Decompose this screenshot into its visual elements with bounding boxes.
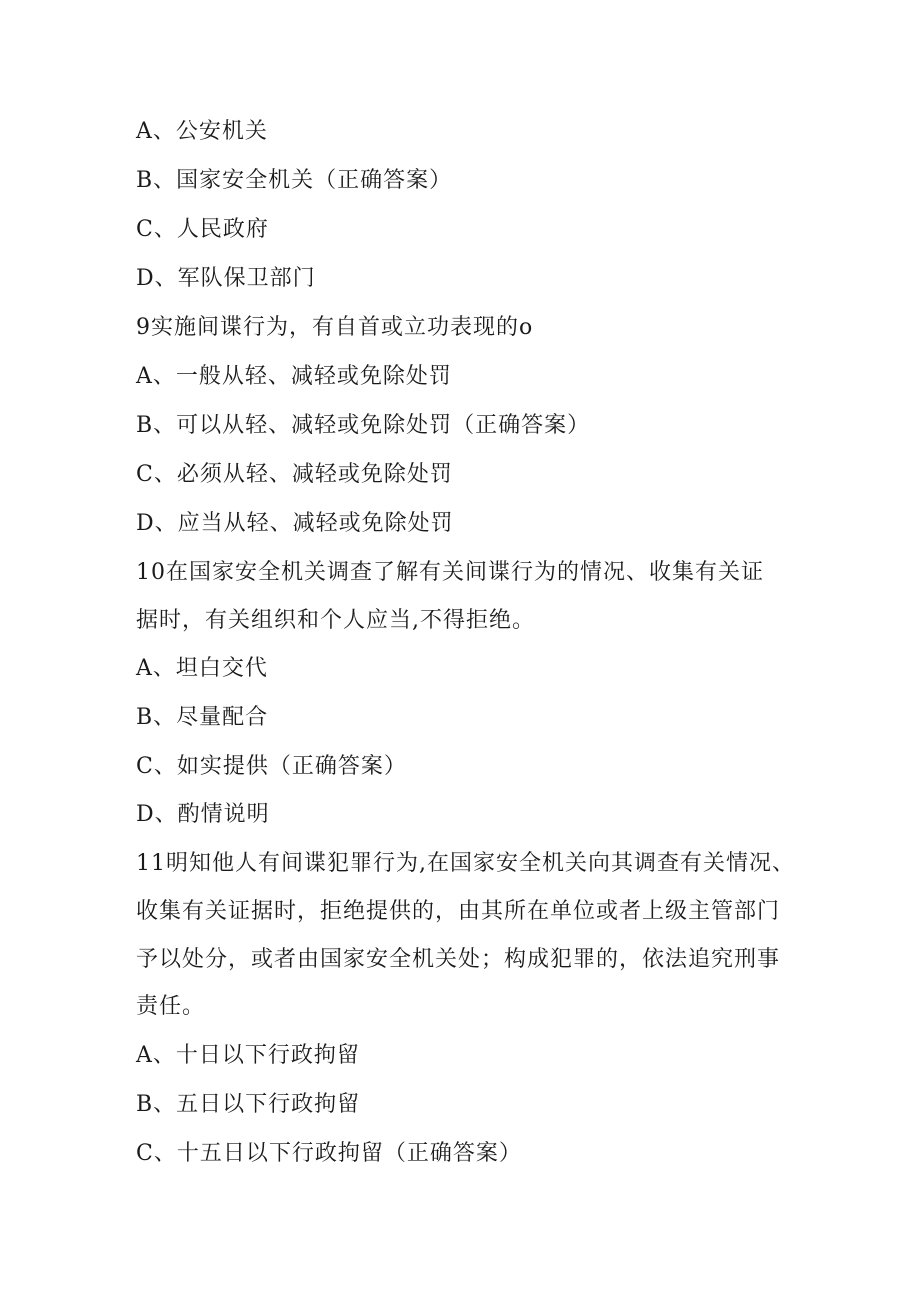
option-a-q8: A、公安机关 <box>136 119 268 144</box>
option-b-q10: B、尽量配合 <box>136 705 269 730</box>
question-11-line-3: 予以处分，或者由国家安全机关处；构成犯罪的，依法追究刑事 <box>136 947 781 972</box>
option-d-q9: D、应当从轻、减轻或免除处罚 <box>136 511 454 536</box>
question-10-line-2: 据时，有关组织和个人应当,不得拒绝。 <box>136 608 535 633</box>
question-11-line-4: 责任。 <box>136 994 206 1019</box>
option-b-q11: B、五日以下行政拘留 <box>136 1092 361 1117</box>
option-a-q9: A、一般从轻、减轻或免除处罚 <box>136 364 452 389</box>
option-d-q8: D、军队保卫部门 <box>136 266 316 291</box>
option-a-q10: A、坦白交代 <box>136 656 268 681</box>
option-c-q8: C、人民政府 <box>136 217 269 242</box>
option-c-q10: C、如实提供（正确答案） <box>136 754 407 779</box>
option-b-q8: B、国家安全机关（正确答案） <box>136 168 453 193</box>
option-d-q10: D、酌情说明 <box>136 802 270 827</box>
question-10-line-1: 10在国家安全机关调查了解有关间谍行为的情况、收集有关证 <box>136 560 764 585</box>
option-b-q9: B、可以从轻、减轻或免除处罚（正确答案） <box>136 413 591 438</box>
question-11-line-1: 11明知他人有间谍犯罪行为,在国家安全机关向其调查有关情况、 <box>136 851 795 876</box>
option-c-q11: C、十五日以下行政拘留（正确答案） <box>136 1141 522 1166</box>
option-a-q11: A、十日以下行政拘留 <box>136 1043 360 1068</box>
option-c-q9: C、必须从轻、减轻或免除处罚 <box>136 462 453 487</box>
question-11-line-2: 收集有关证据时，拒绝提供的，由其所在单位或者上级主管部门 <box>136 899 781 924</box>
question-9: 9实施间谍行为，有自首或立功表现的o <box>136 315 534 340</box>
